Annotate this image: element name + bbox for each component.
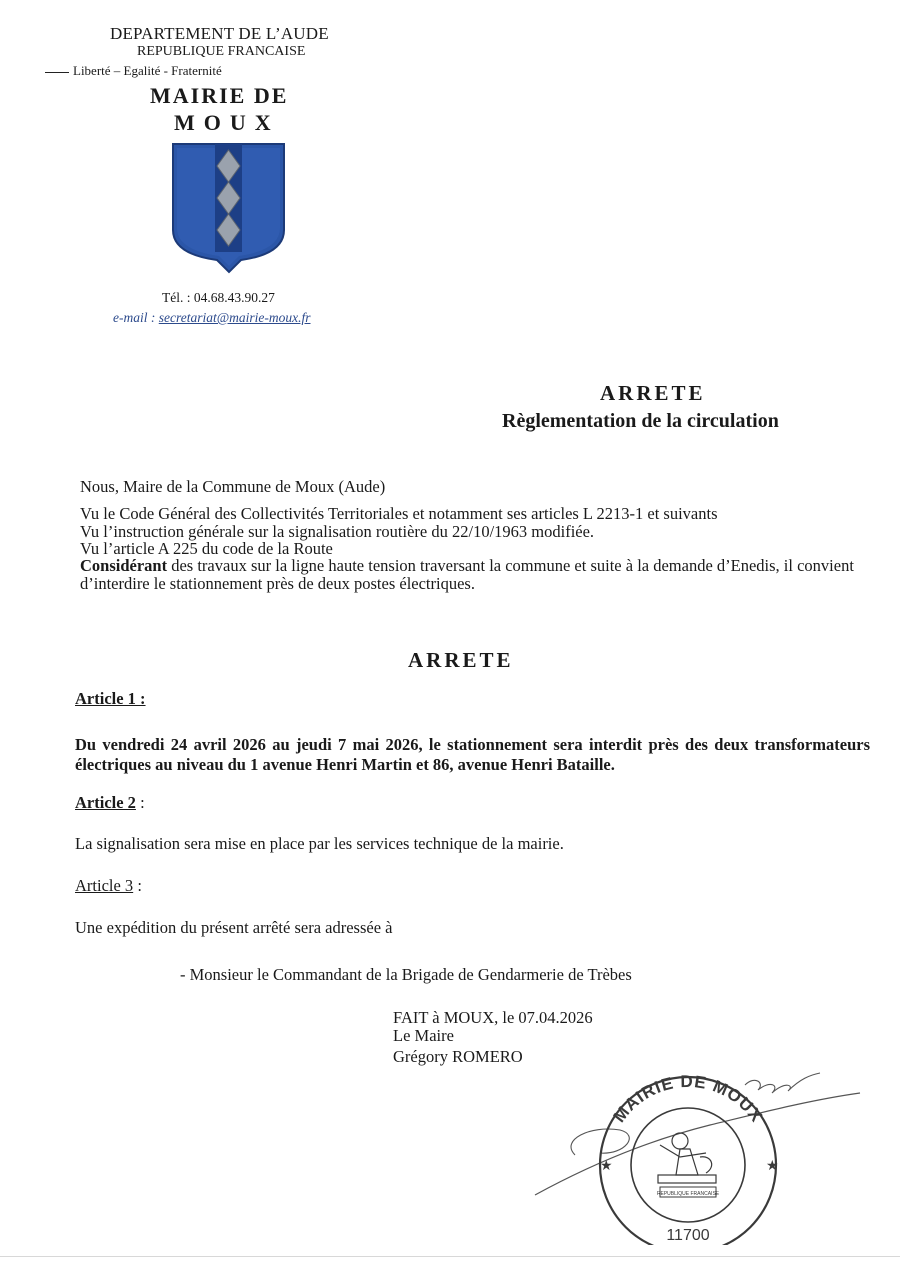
preamble-considerant: [80, 557, 880, 593]
coat-of-arms-icon: [171, 142, 286, 274]
article-3-title: Article 3: [75, 876, 134, 895]
republic-name: REPUBLIQUE FRANCAISE: [137, 44, 306, 59]
article-2-heading: [75, 793, 145, 813]
phone-number: Tél. : 04.68.43.90.27: [162, 290, 275, 305]
article-2-colon: :: [135, 793, 145, 812]
recipient-line: - Monsieur le Commandant de la Brigade de Gendarmerie de Trèbes: [180, 965, 632, 984]
preamble-line-1: Nous, Maire de la Commune de Moux (Aude): [80, 477, 386, 496]
signature-name: Grégory ROMERO: [393, 1047, 523, 1066]
article-2-text: La signalisation sera mise en place par les services technique de la mairie.: [75, 834, 564, 853]
mairie-title-line2: MOUX: [174, 110, 280, 135]
considerant-text: des travaux sur la ligne haute tension traversant la commune et suite à la demande d’Enedis, il convient d’interdire le stationnement près de deux postes électriques.: [80, 556, 854, 593]
article-1-text: Du vendredi 24 avril 2026 au jeudi 7 mai 2026, le stationnement sera interdit près des deux transformateurs électriques au niveau du 1 avenue Henri Martin et 86, avenue Henri Bataille.: [75, 735, 870, 774]
stamp-ring-text: MAIRIE DE MOUX: [609, 1071, 767, 1126]
article-1-title: Article 1 :: [75, 689, 146, 708]
svg-text:MAIRIE DE MOUX: [610, 1072, 767, 1126]
preamble-line-3: Vu l’instruction générale sur la signalisation routière du 22/10/1963 modifiée.: [80, 522, 595, 541]
marianne-emblem-icon: [658, 1133, 716, 1183]
mairie-title-line1: MAIRIE DE: [150, 83, 289, 108]
article-3-text: Une expédition du présent arrêté sera adressée à: [75, 918, 393, 937]
department-name: DEPARTEMENT DE L’AUDE: [110, 24, 329, 43]
arrete-heading: ARRETE: [408, 648, 514, 672]
article-3-colon: :: [133, 876, 142, 895]
stamp-postcode: 11700: [666, 1227, 710, 1244]
motto-text: Liberté – Egalité - Fraternité: [73, 63, 222, 78]
stamp-star-left: ★: [600, 1159, 613, 1174]
article-2-title: Article 2: [75, 793, 136, 812]
preamble-line-4: Vu l’article A 225 du code de la Route: [80, 539, 333, 558]
motto-rule: [45, 72, 69, 73]
preamble-line-2: Vu le Code Général des Collectivités Territoriales et notamment ses articles L 2213-1 et suivants: [80, 504, 718, 523]
email-link[interactable]: secretariat@mairie-moux.fr: [158, 310, 311, 325]
official-stamp: [530, 1045, 870, 1245]
signature-place-date: FAIT à MOUX, le 07.04.2026: [393, 1008, 593, 1027]
page-bottom-edge: [0, 1256, 900, 1257]
considerant-keyword: Considérant: [80, 556, 168, 575]
article-3-heading: [75, 876, 142, 896]
arrete-title: ARRETE: [600, 381, 706, 405]
email-line: [113, 310, 311, 326]
stamp-banner: REPUBLIQUE FRANCAISE: [656, 1191, 720, 1197]
motto: [45, 63, 222, 79]
stamp-star-right: ★: [766, 1159, 779, 1174]
arrete-subtitle: Règlementation de la circulation: [502, 410, 779, 432]
signature-role: Le Maire: [393, 1026, 454, 1045]
email-label: e-mail :: [113, 310, 159, 325]
